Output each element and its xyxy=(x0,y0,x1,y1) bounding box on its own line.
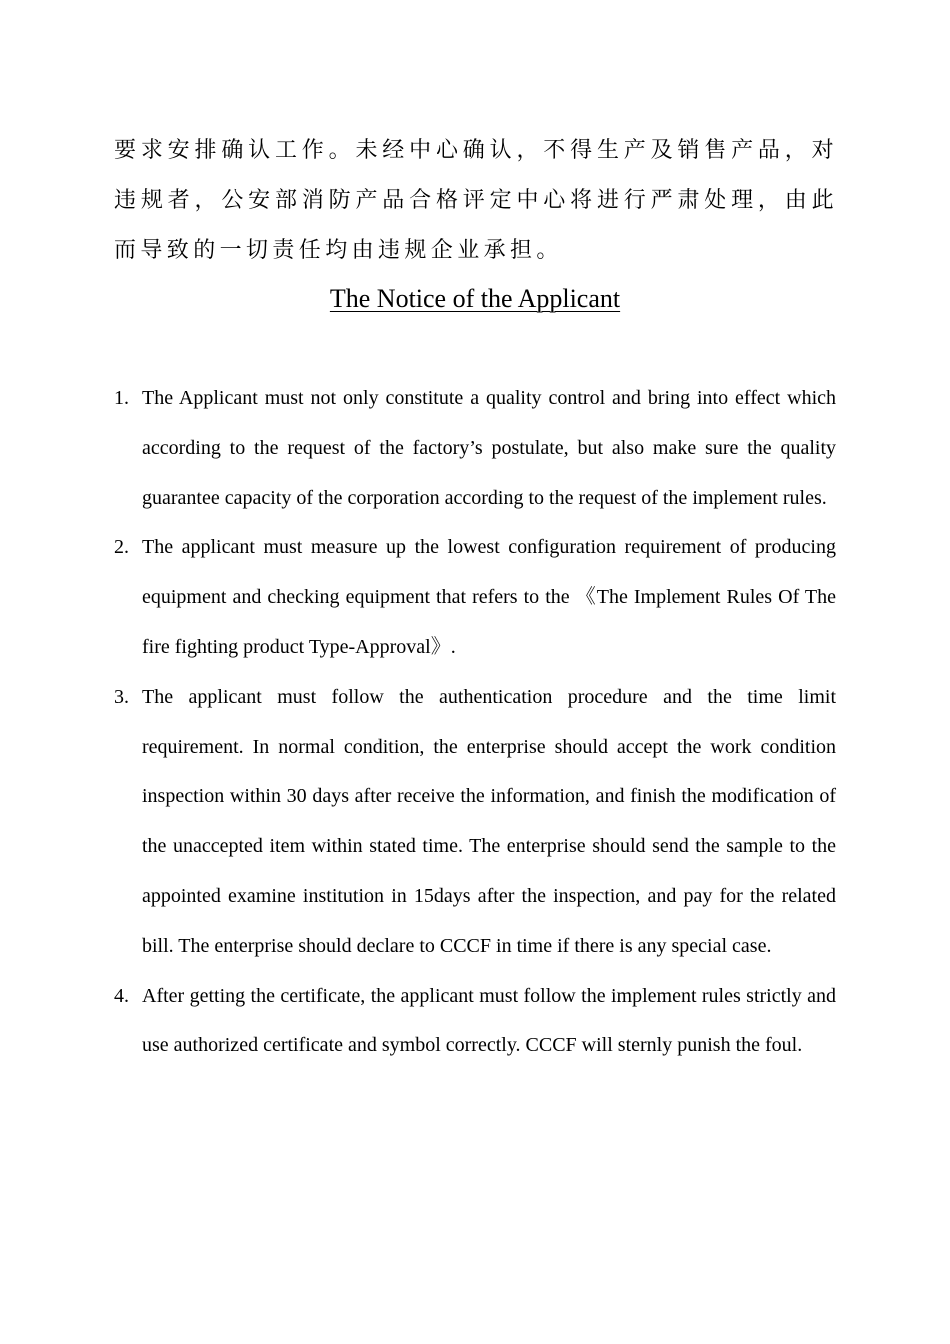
item-number: 1. xyxy=(114,387,129,409)
item-text: The Applicant must not only constitute a quality control and bring into effect which according to the request of the factory’s postulate, but also make sure the quality guarantee capacity of the corporation according to the request of the implement rules. xyxy=(142,387,836,509)
item-number: 4. xyxy=(114,984,129,1007)
item-number: 3. xyxy=(114,685,129,708)
notice-item-2 xyxy=(114,523,836,672)
item-text: After getting the certificate, the applicant must follow the implement rules strictly and use authorized certificate and symbol correctly. CCCF will sternly punish the foul. xyxy=(142,984,836,1057)
notice-list xyxy=(114,374,836,1071)
item-text: The applicant must measure up the lowest configuration requirement of producing equipment and checking equipment that refers to the 《The Implement Rules Of The fire fighting product Type-Approval》. xyxy=(142,536,836,658)
chinese-paragraph: 要求安排确认工作。未经中心确认，不得生产及销售产品，对违规者，公安部消防产品合格评定中心将进行严肃处理，由此而导致的一切责任均由违规企业承担。 xyxy=(114,138,838,263)
item-number: 2. xyxy=(114,536,129,559)
item-text: The applicant must follow the authentication procedure and the time limit requirement. In normal condition, the enterprise should accept the work condition inspection within 30 days after receive the information, and finish the modification of the unaccepted item within stated time. The enterprise should send the sample to the appointed examine institution in 15days after the inspection, and pay for the related bill. The enterprise should declare to CCCF in time if there is any special case. xyxy=(142,685,836,957)
notice-title: The Notice of the Applicant xyxy=(329,284,621,313)
notice-item-1 xyxy=(114,374,836,523)
notice-item-3 xyxy=(114,673,836,972)
notice-item-4 xyxy=(114,972,836,1072)
